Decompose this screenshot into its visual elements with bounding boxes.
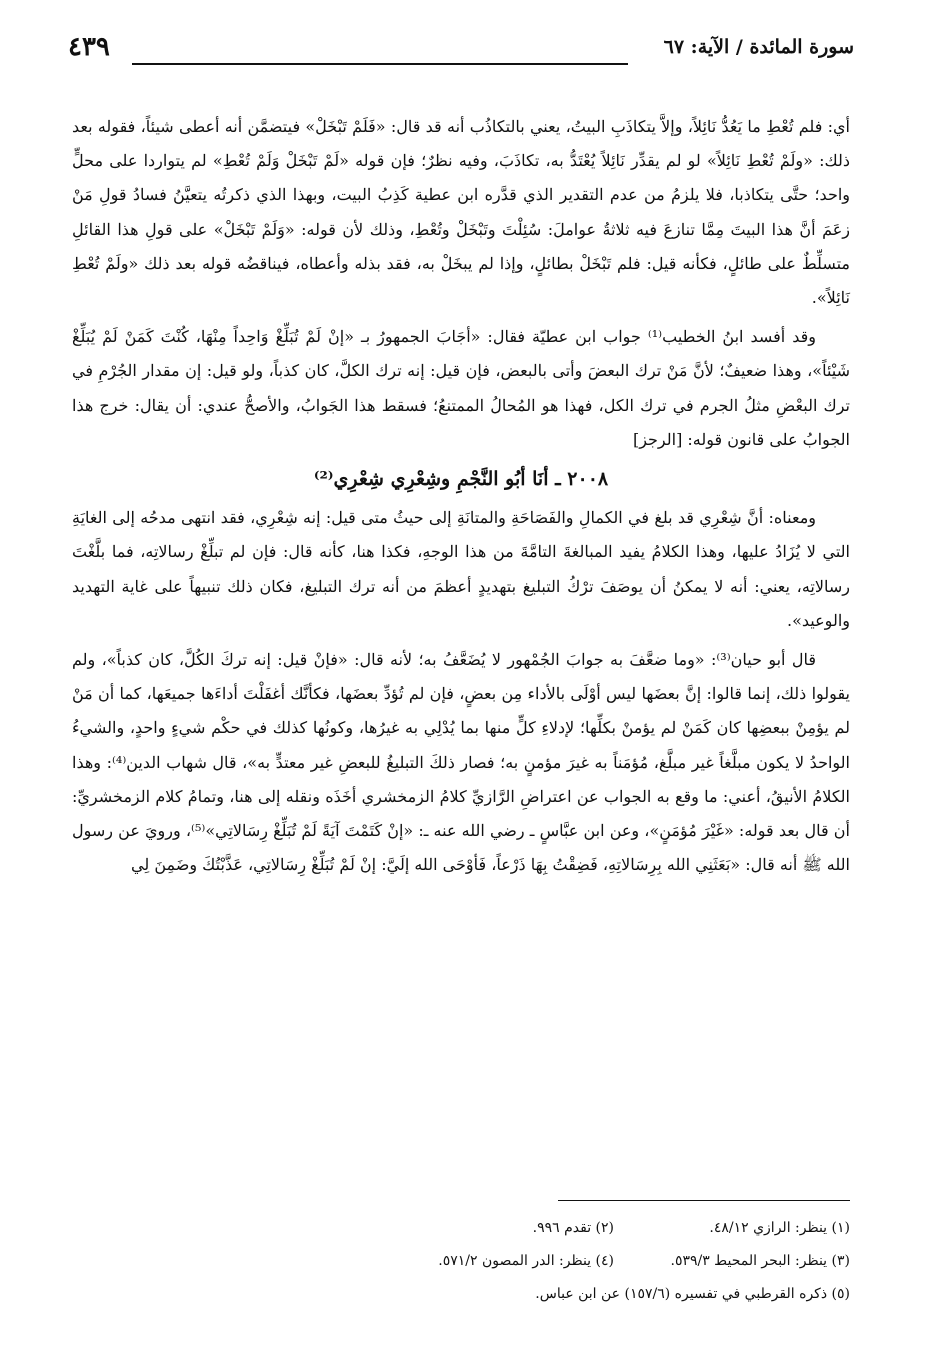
- footnote-5: (٥) ذكره القرطبي في تفسيره (١٥٧/٦) عن ابن عباس.: [535, 1286, 850, 1302]
- page-header: [68, 32, 854, 76]
- paragraph-2: وقد أفسد ابنُ الخطيب⁽¹⁾ جواب ابن عطيّة فقال: «أجَابَ الجمهورُ بـ «إنْ لَمْ تُبَلِّغْ وَاحِداً مِنْهَا، كُنْتَ كَمَنْ لَمْ يُبَلِّغْ شَيْئاً»، وهذا ضعيفٌ؛ لأنَّ مَنْ ترك البعضَ وأتى بالبعض، فإن قيل: إنه ترك الكلَّ، كان كذباً، ولو قيل: إن مقدار الجُرْمِ في ترك البعْضِ مثلُ الجرم في ترك الكل، فهذا هو المُحالُ الممتنعُ؛ فسقط هذا الجَوابُ، والأصحُّ عندي: أن يقال: خرج هذا الجوابُ على قانون قوله: [الرجز]: [72, 327, 851, 449]
- surah-ayah-title: سورة المائدة / الآية: ٦٧: [663, 36, 854, 58]
- footnotes: [72, 1212, 850, 1311]
- footnote-rule: [558, 1200, 850, 1201]
- footnote-1: (١) ينظر: الرازي ٤٨/١٢.: [709, 1220, 850, 1236]
- footnote-row: [72, 1212, 850, 1245]
- footnote-2: (٢) تقدم ٩٩٦.: [532, 1220, 614, 1236]
- paragraph-3: ومعناه: أنَّ شِعْرِي قد بلغ في الكمالِ والفَصَاحَةِ والمتانَةِ إلى حيثُ متى قيل: إنه شِعْرِي، فقد انتهى مدحُه إلى الغايَةِ التي لا يُزَادُ عليها، وهذا الكلامُ يفيد المبالغةَ التامَّةَ من هذا الوجهِ، فكذا هنا، كأنه قال: فإن لم تبلِّغْ رسالاتِه، فما بلَّغْتَ رسالاتِه، يعني: أنه لا يمكنُ أن يوصَفَ ترْكُ التبليغ بتهديدٍ أعظمَ من أنه ترك التبليغ، فكان ذلك تنبيهاً على غاية التهديد والوعيد».: [72, 508, 850, 630]
- footnote-3: (٣) ينظر: البحر المحيط ٥٣٩/٣.: [670, 1253, 850, 1269]
- header-rule: [132, 63, 628, 65]
- paragraph-1: أي: فلم تُعْطِ ما يَعُدُّ نَائِلاً، وإلاَّ يتكاذَبِ البيتُ، يعني بالتكاذُب أنه قد قال: «فَلَمْ تَبْخَلْ» فيتضمَّن أنه أعطى شيئاً، فقوله بعد ذلك: «ولَمْ تُعْطِ نَائِلاً» لو لم يقدِّر نَائِلاً يُعْتَدُّ به، تكاذَبَ، وفيه نظرٌ؛ فإن قوله «لَمْ تَبْخَلْ وَلَمْ تُعْطِ» لم يتواردا على محلٍّ واحد؛ حتَّى يتكاذبا، فلا يلزمُ من عدم التقدير الذي قدَّره ابن عطية كَذِبُ البيت، وبهذا الذي ذكرتُه يتعيَّنُ فسادُ قولِ مَنْ زعَمَ أنَّ هذا البيتَ مِمَّا تنازعَ فيه ثلاثةُ عواملَ: سُئِلْتَ وتَبْخَلْ وتُعْطِ، وذلك لأن قوله: «وَلَمْ تَبْخَلْ» على قولِ هذا القائلِ متسلِّطٌ على طائلٍ، فكأنه قيل: فلم تَبْخَلْ بطائلٍ، وإذا لم يبخَلْ به، فقد بذله وأعطاه، فيناقضُه قوله بعد ذلك «ولَمْ تُعْطِ نَائِلاً».: [72, 117, 851, 308]
- main-text: [72, 110, 850, 882]
- paragraph-4: قال أبو حيان⁽³⁾: «وما ضعَّفَ به جوابَ الجُمْهور لا يُضَعَّفُ به؛ لأنه قال: «فإنْ قيل: إنه تركَ الكُلَّ، كان كذباً»، ولم يقولوا ذلك، إنما قالوا: إنَّ بعضَها ليس أوْلَى بالأداء مِن بعضٍ، فإن لم تُؤدِّ بعضَها، فكأنَّك أغفَلْتَ أداءَها جميعَها، كما أن مَنْ لم يؤمِنْ ببعضِها كان كَمَنْ لم يؤمنْ بكلِّها؛ لإدلاءِ كلٍّ منها بما يُدْلِي به غيرُها، وكونُها كذلك في حكْم شيءٍ واحدٍ، والشيءُ الواحدُ لا يكون مبلَّغاً غير مبلَّغ، مُؤمَناً به غيرَ مؤمنٍ به؛ فصار ذلكَ التبليغُ للبعضِ غير معتدٍّ به»، قال شهاب الدين⁽⁴⁾: وهذا الكلامُ الأنيقُ، أعني: ما وقع به الجواب عن اعتراضِ الرَّازيِّ كلامُ الزمخشري أخَذَه ونقله إلى هنا، وتمامُ كلام الزمخشريِّ: أن قال بعد قوله: «غَيْرَ مُؤمَنٍ»، وعن ابن عبَّاسٍ ـ رضي الله عنه ـ: «إنْ كَتَمْتَ آيَةً لَمْ تُبَلِّغْ رِسَالاتِي»⁽⁵⁾، ورويَ عن رسول الله ﷺ أنه قال: «بَعَثَنِي الله بِرِسَالاتِهِ، فَضِقْتُ بِهَا ذَرْعاً، فَأوْحَى الله إلَيَّ: إنْ لَمْ تُبَلِّغْ رِسَالاتِي، عَذَّبْتُكَ وضَمِنَ لِي: [72, 650, 851, 875]
- footnote-row: [72, 1278, 850, 1311]
- page-number: ٤٣٩: [68, 32, 110, 62]
- footnote-row: [72, 1245, 850, 1278]
- footnote-4: (٤) ينظر: الدر المصون ٥٧١/٢.: [438, 1253, 614, 1269]
- verse-heading: ٢٠٠٨ ـ أنَا أبُو النَّجْمِ وشِعْرِي شِعْرِي⁽²⁾: [313, 468, 609, 491]
